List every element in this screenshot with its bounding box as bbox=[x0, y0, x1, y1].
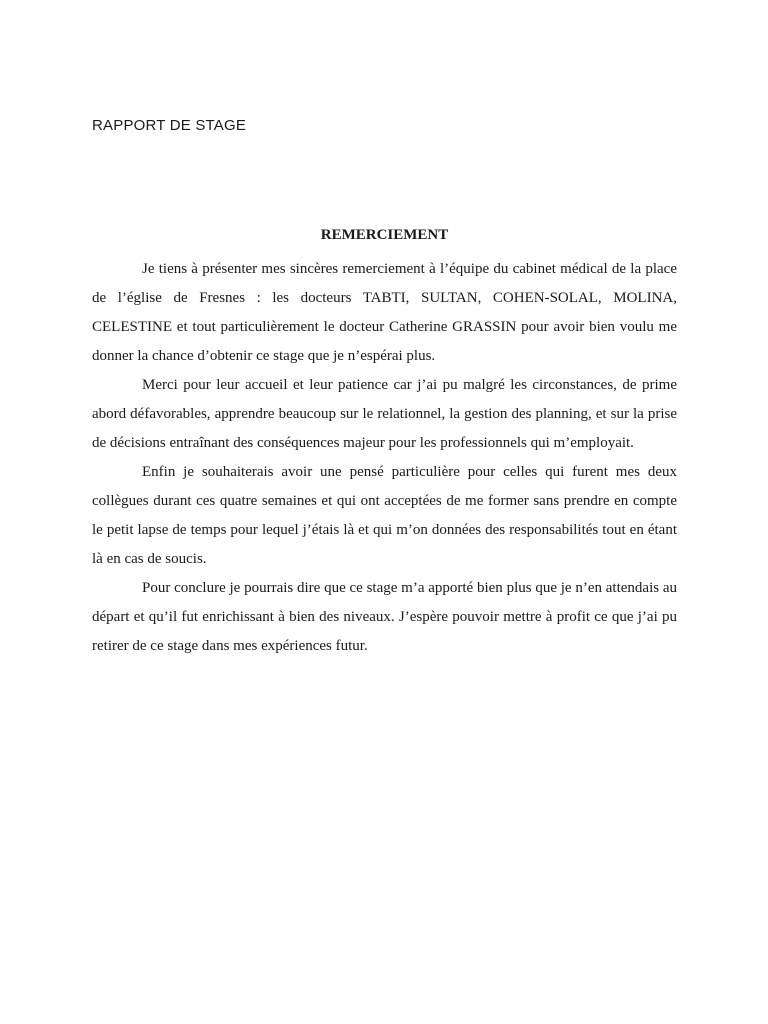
paragraph-4: Pour conclure je pourrais dire que ce stage m’a apporté bien plus que je n’en attendais au départ et qu’il fut enrichissant à bien des niveaux. J’espère pouvoir mettre à profit ce que j’ai pu retirer de ce stage dans mes expériences futur. bbox=[92, 580, 677, 654]
paragraph-2: Merci pour leur accueil et leur patience car j’ai pu malgré les circonstances, de prime abord défavorables, apprendre beaucoup sur le relationnel, la gestion des planning, et sur la prise de décisions entraînant des conséquences majeur pour les professionnels qui m’employait. bbox=[92, 377, 677, 451]
section-title: REMERCIEMENT bbox=[320, 227, 449, 243]
paragraph-1: Je tiens à présenter mes sincères remerciement à l’équipe du cabinet médical de la place de l’église de Fresnes : les docteurs TABTI, SULTAN, COHEN-SOLAL, MOLINA, CELESTINE et tout particulièrement le docteur Catherine GRASSIN pour avoir bien voulu me donner la chance d’obtenir ce stage que je n’espérai plus. bbox=[92, 261, 677, 364]
report-header: RAPPORT DE STAGE bbox=[92, 117, 247, 134]
paragraph-3: Enfin je souhaiterais avoir une pensé particulière pour celles qui furent mes deux collègues durant ces quatre semaines et qui ont acceptées de me former sans prendre en compte le petit lapse de temps pour lequel j’étais là et qui m’on données des responsabilités tout en étant là en cas de soucis. bbox=[92, 464, 677, 567]
document-body bbox=[92, 255, 677, 661]
